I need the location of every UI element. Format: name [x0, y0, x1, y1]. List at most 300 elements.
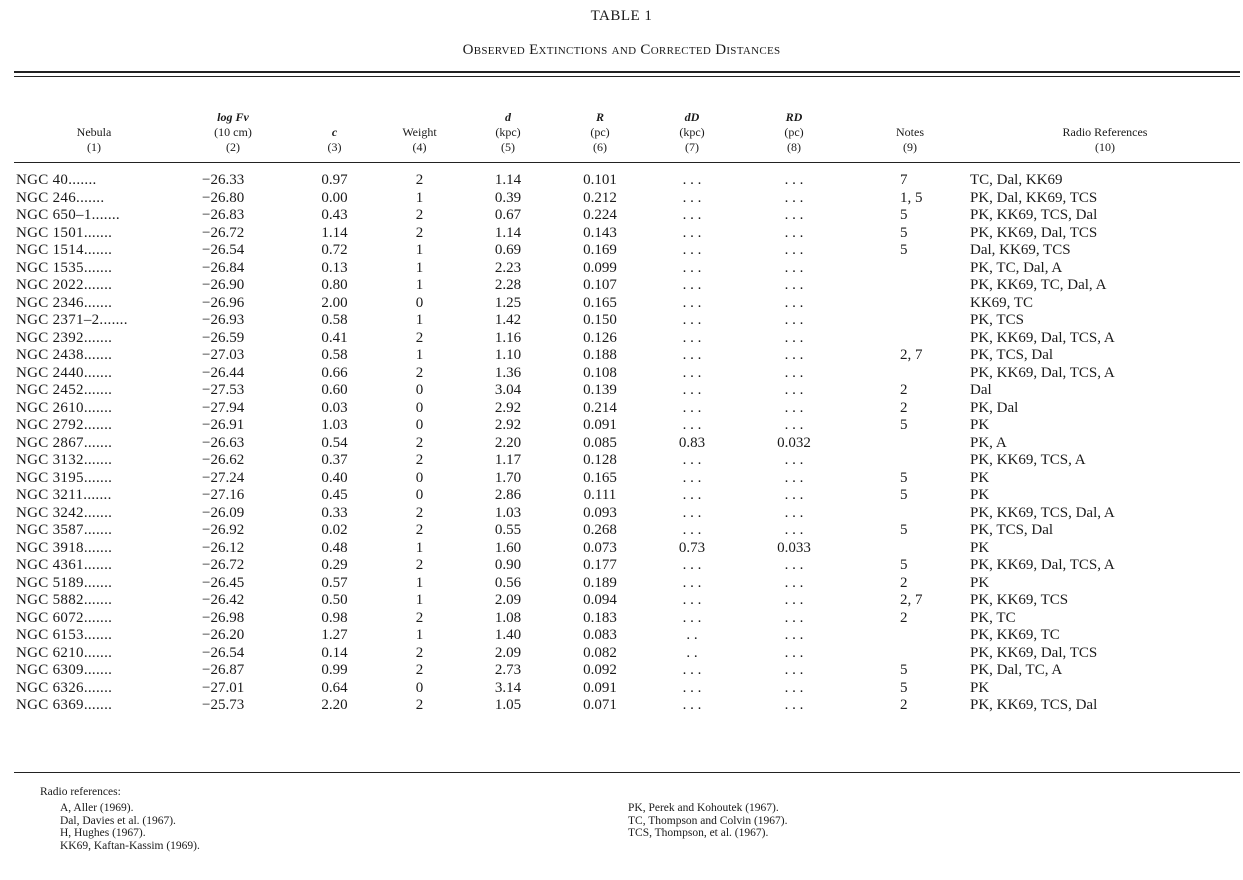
header-line: Radio References [1062, 125, 1148, 139]
cell-nebula: NGC 6369....... [16, 697, 113, 713]
cell-radio-references: PK, KK69, Dal, TCS [970, 644, 1098, 661]
cell-dd: . . . [682, 224, 702, 241]
header-line: c [331, 125, 338, 139]
cell-weight: 2 [415, 504, 424, 521]
cell-log-flux: −26.90 [202, 277, 245, 293]
cell-radio-references: PK, KK69, Dal, TCS, A [970, 364, 1115, 381]
cell-log-flux: −26.45 [202, 574, 245, 591]
cell-log-flux: −26.92 [202, 522, 245, 538]
cell-d: 2.09 [494, 644, 522, 661]
cell-weight: 2 [415, 557, 424, 573]
table-row [14, 295, 1240, 313]
cell-notes: 5 [900, 662, 908, 678]
cell-notes: 5 [900, 557, 908, 573]
cell-radio-references: PK, TCS [970, 312, 1024, 328]
cell-radio-references: PK, Dal [970, 399, 1019, 416]
cell-rd: . . . [784, 469, 804, 486]
cell-d: 2.92 [494, 399, 522, 416]
column-header-r [554, 79, 646, 162]
cell-d: 1.17 [494, 452, 522, 468]
header-line [970, 110, 1240, 125]
table-body [14, 162, 1240, 715]
table-row [14, 610, 1240, 628]
cell-c: 1.03 [321, 417, 348, 433]
cell-r: 0.094 [583, 592, 617, 608]
cell-dd: . . . [682, 697, 702, 713]
cell-c: 0.13 [321, 259, 348, 276]
cell-rd: . . . [784, 557, 804, 573]
cell-log-flux: −27.94 [202, 399, 245, 416]
table-row [14, 225, 1240, 243]
cell-r: 0.073 [583, 539, 617, 556]
cell-c: 0.48 [321, 539, 348, 556]
cell-dd: . . . [682, 399, 702, 416]
cell-nebula: NGC 650–1....... [16, 207, 120, 223]
cell-c: 0.40 [321, 469, 348, 486]
top-rule-thick [14, 71, 1240, 73]
cell-r: 0.188 [583, 347, 617, 363]
cell-nebula: NGC 1501....... [16, 224, 113, 241]
cell-dd: 0.73 [678, 539, 706, 556]
header-line: Nebula [76, 125, 112, 139]
table-row [14, 417, 1240, 435]
cell-nebula: NGC 3132....... [16, 452, 113, 468]
cell-weight: 0 [415, 399, 424, 416]
header-line: (4) [412, 140, 427, 154]
header-line: (5) [501, 140, 515, 154]
cell-r: 0.165 [583, 469, 617, 486]
cell-notes: 2, 7 [900, 347, 923, 363]
cell-weight: 1 [415, 592, 424, 608]
cell-dd: . . . [682, 242, 702, 258]
cell-weight: 1 [415, 539, 424, 556]
cell-dd: . . . [682, 189, 702, 206]
cell-r: 0.169 [583, 242, 617, 258]
cell-log-flux: −26.09 [202, 504, 245, 521]
header-line: (pc) [590, 125, 610, 139]
cell-radio-references: KK69, TC [970, 294, 1034, 311]
cell-rd: 0.032 [777, 434, 811, 451]
cell-dd: . . . [682, 592, 702, 608]
cell-nebula: NGC 2792....... [16, 417, 113, 433]
header-line: R [595, 110, 604, 124]
cell-radio-references: PK, KK69, Dal, TCS [970, 224, 1098, 241]
cell-weight: 0 [415, 487, 424, 503]
cell-radio-references: PK, A [970, 434, 1007, 451]
header-line: Notes [896, 125, 924, 139]
cell-r: 0.092 [583, 662, 617, 678]
cell-log-flux: −26.54 [202, 242, 245, 258]
table-row [14, 680, 1240, 698]
table-row [14, 207, 1240, 225]
cell-rd: . . . [784, 189, 804, 206]
cell-weight: 0 [415, 294, 424, 311]
cell-radio-references: PK, KK69, Dal, TCS, A [970, 329, 1115, 346]
cell-d: 0.90 [494, 557, 522, 573]
cell-notes: 5 [900, 679, 908, 696]
footnote-item: H, Hughes (1967). [60, 827, 146, 839]
header-line [850, 110, 970, 125]
cell-radio-references: PK, TCS, Dal [970, 522, 1054, 538]
table-row [14, 312, 1240, 330]
cell-notes [850, 330, 970, 348]
cell-c: 0.02 [321, 522, 348, 538]
cell-rd: . . . [784, 417, 804, 433]
cell-weight: 1 [415, 347, 424, 363]
header-line [14, 110, 174, 125]
cell-c: 0.58 [321, 347, 348, 363]
cell-d: 0.56 [494, 574, 522, 591]
cell-weight: 2 [415, 697, 424, 713]
cell-dd: 0.83 [678, 434, 706, 451]
cell-log-flux: −27.53 [202, 382, 245, 398]
cell-log-flux: −26.42 [202, 592, 245, 608]
header-line: (1) [87, 140, 101, 154]
cell-notes [850, 540, 970, 558]
footnote-item: A, Aller (1969). [60, 802, 134, 814]
cell-radio-references: PK, KK69, TC, Dal, A [970, 277, 1107, 293]
cell-weight: 2 [415, 172, 424, 188]
cell-d: 0.67 [494, 207, 522, 223]
cell-nebula: NGC 3918....... [16, 539, 113, 556]
cell-rd: . . . [784, 592, 804, 608]
cell-log-flux: −26.96 [202, 294, 245, 311]
cell-r: 0.143 [583, 224, 617, 241]
cell-notes: 5 [900, 417, 908, 433]
cell-nebula: NGC 2440....... [16, 364, 113, 381]
cell-c: 0.98 [321, 609, 348, 626]
cell-log-flux: −26.20 [202, 627, 245, 643]
cell-r: 0.183 [583, 609, 617, 626]
cell-c: 0.99 [321, 662, 348, 678]
cell-dd: . . . [682, 329, 702, 346]
cell-radio-references: PK [970, 487, 990, 503]
cell-r: 0.165 [583, 294, 617, 311]
cell-nebula: NGC 6309....... [16, 662, 113, 678]
table-row [14, 452, 1240, 470]
cell-log-flux: −27.01 [202, 679, 245, 696]
cell-dd: . . . [682, 662, 702, 678]
cell-log-flux: −26.63 [202, 434, 245, 451]
cell-weight: 0 [415, 469, 424, 486]
header-line: RD [785, 110, 803, 124]
footnotes-left [60, 802, 200, 852]
cell-notes: 5 [900, 224, 908, 241]
cell-notes [850, 645, 970, 663]
cell-dd: . . . [682, 172, 702, 188]
cell-dd: . . . [682, 487, 702, 503]
cell-d: 2.20 [494, 434, 522, 451]
cell-c: 0.41 [321, 329, 348, 346]
header-line: (3) [327, 140, 342, 154]
cell-log-flux: −26.80 [202, 189, 245, 206]
cell-c: 1.14 [321, 224, 348, 241]
cell-nebula: NGC 6326....... [16, 679, 113, 696]
cell-dd: . . . [682, 207, 702, 223]
cell-dd: . . . [682, 382, 702, 398]
cell-weight: 0 [415, 382, 424, 398]
top-rule-thin [14, 76, 1240, 77]
cell-notes: 7 [900, 172, 908, 188]
cell-dd: . . . [682, 679, 702, 696]
cell-rd: . . . [784, 452, 804, 468]
footnote-item: TC, Thompson and Colvin (1967). [628, 814, 788, 827]
cell-r: 0.212 [583, 189, 617, 206]
cell-c: 0.37 [321, 452, 348, 468]
cell-r: 0.111 [583, 487, 617, 503]
cell-radio-references: PK, KK69, TC [970, 627, 1060, 643]
header-line: dD [684, 110, 700, 124]
cell-r: 0.224 [583, 207, 617, 223]
footnote-item: TCS, Thompson, et al. (1967). [628, 827, 769, 839]
table-row [14, 400, 1240, 418]
cell-c: 2.00 [321, 294, 348, 311]
cell-nebula: NGC 246....... [16, 189, 105, 206]
table-row [14, 627, 1240, 645]
cell-c: 0.43 [321, 207, 348, 223]
cell-rd: . . . [784, 644, 804, 661]
cell-nebula: NGC 3587....... [16, 522, 113, 538]
cell-r: 0.083 [583, 627, 617, 643]
cell-weight: 2 [415, 522, 424, 538]
cell-weight: 1 [415, 189, 424, 206]
cell-weight: 2 [415, 434, 424, 451]
cell-c: 1.27 [321, 627, 348, 643]
header-line: d [505, 110, 511, 124]
cell-weight: 2 [415, 452, 424, 468]
table-row [14, 662, 1240, 680]
cell-radio-references: PK [970, 417, 990, 433]
table-row [14, 347, 1240, 365]
cell-log-flux: −26.33 [202, 172, 245, 188]
table-row [14, 260, 1240, 278]
column-header-notes [850, 79, 970, 162]
cell-r: 0.108 [583, 364, 617, 381]
cell-radio-references: PK [970, 574, 990, 591]
column-header-radio-references [970, 79, 1240, 162]
cell-r: 0.099 [583, 259, 617, 276]
cell-notes: 2 [900, 399, 908, 416]
cell-d: 2.86 [494, 487, 522, 503]
table-row [14, 435, 1240, 453]
cell-dd: . . . [682, 364, 702, 381]
cell-c: 0.45 [321, 487, 348, 503]
cell-r: 0.101 [583, 172, 617, 188]
cell-log-flux: −26.84 [202, 259, 245, 276]
cell-radio-references: PK, KK69, Dal, TCS, A [970, 557, 1115, 573]
cell-r: 0.268 [583, 522, 617, 538]
cell-rd: . . . [784, 679, 804, 696]
cell-dd: . . . [682, 557, 702, 573]
cell-rd: . . . [784, 487, 804, 503]
column-header-c [292, 79, 377, 162]
cell-rd: . . . [784, 382, 804, 398]
cell-nebula: NGC 1514....... [16, 242, 113, 258]
column-header-log-flux [174, 79, 292, 162]
cell-log-flux: −26.62 [202, 452, 245, 468]
table-row [14, 162, 1240, 190]
cell-c: 0.72 [321, 242, 348, 258]
cell-nebula: NGC 2452....... [16, 382, 113, 398]
cell-nebula: NGC 2371–2....... [16, 312, 128, 328]
cell-rd: . . . [784, 504, 804, 521]
cell-nebula: NGC 4361....... [16, 557, 113, 573]
cell-radio-references: Dal [970, 382, 992, 398]
cell-weight: 1 [415, 627, 424, 643]
cell-dd: . . . [682, 417, 702, 433]
cell-notes [850, 365, 970, 383]
cell-d: 1.03 [494, 504, 522, 521]
cell-rd: . . . [784, 224, 804, 241]
cell-d: 1.05 [494, 697, 522, 713]
header-line: (kpc) [495, 125, 521, 139]
cell-notes [850, 627, 970, 645]
cell-d: 0.69 [494, 242, 522, 258]
cell-c: 0.29 [321, 557, 348, 573]
cell-notes: 5 [900, 522, 908, 538]
cell-weight: 2 [415, 224, 424, 241]
header-line: (10 cm) [214, 125, 252, 139]
cell-rd: . . . [784, 329, 804, 346]
cell-r: 0.091 [583, 679, 617, 696]
cell-d: 1.40 [494, 627, 522, 643]
header-row [14, 79, 1240, 162]
header-line: (2) [226, 140, 240, 154]
cell-dd: . . . [682, 452, 702, 468]
header-line: (6) [593, 140, 607, 154]
table-row [14, 330, 1240, 348]
cell-c: 0.33 [321, 504, 348, 521]
cell-c: 0.97 [321, 172, 348, 188]
cell-r: 0.085 [583, 434, 617, 451]
cell-log-flux: −27.24 [202, 469, 245, 486]
cell-notes: 2 [900, 609, 908, 626]
cell-c: 0.58 [321, 312, 348, 328]
cell-radio-references: PK, KK69, TCS, Dal [970, 207, 1098, 223]
column-header-weight [377, 79, 462, 162]
table-row [14, 522, 1240, 540]
cell-d: 2.73 [494, 662, 522, 678]
cell-notes: 2 [900, 697, 908, 713]
cell-weight: 2 [415, 609, 424, 626]
cell-notes: 2, 7 [900, 592, 923, 608]
cell-c: 0.00 [321, 189, 348, 206]
table-row [14, 557, 1240, 575]
cell-rd: . . . [784, 242, 804, 258]
extinctions-table [14, 79, 1240, 715]
cell-radio-references: PK, Dal, KK69, TCS [970, 189, 1098, 206]
footnote-item: KK69, Kaftan-Kassim (1969). [60, 839, 200, 852]
cell-nebula: NGC 2438....... [16, 347, 113, 363]
cell-radio-references: PK, TC [970, 609, 1016, 626]
table-row [14, 382, 1240, 400]
cell-notes: 5 [900, 242, 908, 258]
cell-d: 1.10 [494, 347, 522, 363]
cell-log-flux: −26.91 [202, 417, 245, 433]
table-row [14, 575, 1240, 593]
cell-radio-references: PK, KK69, TCS, Dal [970, 697, 1098, 713]
cell-d: 1.60 [494, 539, 522, 556]
cell-dd: . . . [682, 277, 702, 293]
table-number: TABLE 1 [590, 8, 653, 24]
cell-dd: . . . [682, 312, 702, 328]
cell-d: 1.14 [494, 172, 522, 188]
table-row [14, 505, 1240, 523]
cell-rd: . . . [784, 259, 804, 276]
cell-r: 0.128 [583, 452, 617, 468]
cell-log-flux: −26.83 [202, 207, 245, 223]
cell-d: 1.42 [494, 312, 522, 328]
cell-d: 3.04 [494, 382, 522, 398]
cell-d: 0.39 [494, 189, 522, 206]
cell-nebula: NGC 3195....... [16, 469, 113, 486]
cell-log-flux: −26.54 [202, 644, 245, 661]
cell-nebula: NGC 3211....... [16, 487, 112, 503]
cell-r: 0.107 [583, 277, 617, 293]
cell-c: 0.66 [321, 364, 348, 381]
cell-c: 2.20 [321, 697, 348, 713]
cell-nebula: NGC 3242....... [16, 504, 113, 521]
cell-d: 1.16 [494, 329, 522, 346]
header-line: Weight [402, 125, 437, 139]
cell-log-flux: −26.59 [202, 329, 245, 346]
cell-notes: 2 [900, 382, 908, 398]
cell-rd: . . . [784, 312, 804, 328]
header-line: (8) [787, 140, 801, 154]
cell-weight: 1 [415, 242, 424, 258]
column-header-d [462, 79, 554, 162]
cell-dd: . . . [682, 347, 702, 363]
cell-rd: 0.033 [777, 539, 811, 556]
table-row [14, 190, 1240, 208]
table-row [14, 277, 1240, 295]
cell-d: 1.14 [494, 224, 522, 241]
table-row [14, 592, 1240, 610]
cell-weight: 1 [415, 312, 424, 328]
cell-r: 0.150 [583, 312, 617, 328]
cell-nebula: NGC 1535....... [16, 259, 113, 276]
cell-weight: 2 [415, 329, 424, 346]
cell-nebula: NGC 5189....... [16, 574, 113, 591]
cell-c: 0.03 [321, 399, 348, 416]
cell-r: 0.177 [583, 557, 617, 573]
cell-d: 3.14 [494, 679, 522, 696]
table-row [14, 470, 1240, 488]
cell-d: 2.09 [494, 592, 522, 608]
cell-radio-references: PK, TCS, Dal [970, 347, 1054, 363]
cell-weight: 0 [415, 417, 424, 433]
table-row [14, 487, 1240, 505]
cell-nebula: NGC 2610....... [16, 399, 113, 416]
header-line [292, 110, 377, 125]
cell-weight: 2 [415, 364, 424, 381]
table-row [14, 365, 1240, 383]
cell-r: 0.082 [583, 644, 617, 661]
cell-log-flux: −27.03 [202, 347, 245, 363]
cell-notes [850, 312, 970, 330]
cell-r: 0.093 [583, 504, 617, 521]
cell-rd: . . . [784, 364, 804, 381]
cell-rd: . . . [784, 662, 804, 678]
cell-rd: . . . [784, 277, 804, 293]
footnotes-right [628, 802, 788, 840]
cell-d: 1.25 [494, 294, 522, 311]
table-caption: Observed Extinctions and Corrected Distances [462, 42, 781, 58]
cell-notes [850, 452, 970, 470]
cell-radio-references: TC, Dal, KK69 [970, 172, 1063, 188]
cell-d: 1.70 [494, 469, 522, 486]
cell-dd: . . . [682, 469, 702, 486]
